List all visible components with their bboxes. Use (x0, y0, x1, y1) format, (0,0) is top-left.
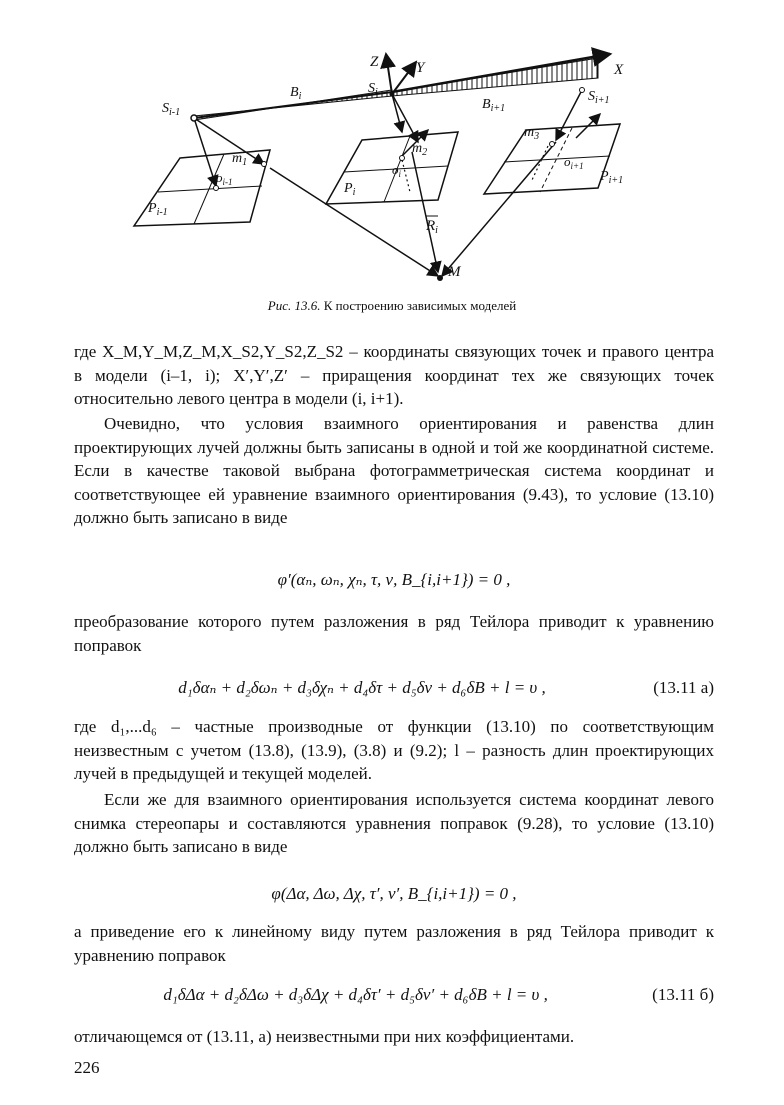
label-p-next: $P_{i+1}$ (600, 169, 624, 186)
label-b-i: $B_i$ (290, 85, 302, 102)
paragraph-7: отличающемся от (13.11, а) неизвестными при них коэффициентами. (74, 1027, 575, 1046)
label-y: Y (416, 60, 425, 76)
label-m3: $m_3$ (524, 125, 540, 142)
label-b-next: $B_{i+1}$ (482, 97, 506, 114)
label-o-next: $o_{i+1}$ (564, 154, 584, 171)
label-s-next: $S_{i+1}$ (588, 89, 610, 106)
label-m1: $m_1$ (232, 151, 248, 168)
label-o-prev: $o_{i-1}$ (216, 170, 233, 187)
label-m2: $m_2$ (412, 141, 428, 158)
label-x: X (614, 62, 624, 78)
label-r: $R_i$ (426, 218, 438, 236)
label-m: M (448, 264, 461, 280)
label-z: Z (370, 54, 379, 70)
paragraph-1: где X_M,Y_M,Z_M,X_S2,Y_S2,Z_S2 – координаты связующих точек и правого центра в модели (i–1, i); X′,Y′,Z′ – приращения координат тех же связующих точек относительно левого центра в модели (i, i+1). (74, 342, 714, 408)
page-number: 226 (74, 1058, 100, 1077)
label-s-cur: $S_i$ (368, 81, 378, 98)
paragraph-4: где d₁,...d₆ – частные производные от функции (13.10) по соответствующим неизвестным с учетом (13.8), (13.9), (3.8) и (9.2); l – разность длин проектирующих лучей в предыдущей и текущей моделей. (74, 717, 714, 783)
paragraph-6: а приведение его к линейному виду путем разложения в ряд Тейлора приводит к уравнению поправок (74, 922, 714, 965)
projection-rays (194, 90, 600, 276)
paragraph-3: преобразование которого путем разложения в ряд Тейлора приводит к уравнению поправок (74, 612, 714, 655)
label-p-cur: $P_i$ (344, 181, 356, 198)
paragraph-5: Если же для взаимного ориентирования используется система координат левого снимка стереопары и составляются уравнения поправок (9.28), то условие (13.10) должно быть записано в виде (74, 790, 714, 856)
paragraph-2: Очевидно, что условия взаимного ориентирования и равенства длин проектирующих лучей должны быть записаны в одной и той же координатной системе. Если в качестве таковой выбрана фотограмметрическая система координат и соответствующее ей уравнение взаимного ориентирования (9.43), то условие (13.10) должно быть записано в виде (74, 414, 714, 527)
figure-caption: Рис. 13.6. К построению зависимых моделей (267, 298, 517, 313)
label-p-prev: $P_{i-1}$ (148, 201, 168, 218)
label-s-prev: $S_{i-1}$ (162, 101, 181, 118)
baseline-b-i-plus-1 (392, 54, 610, 96)
figure-dependent-models (120, 40, 640, 290)
label-o-cur: $o_i$ (392, 162, 402, 179)
